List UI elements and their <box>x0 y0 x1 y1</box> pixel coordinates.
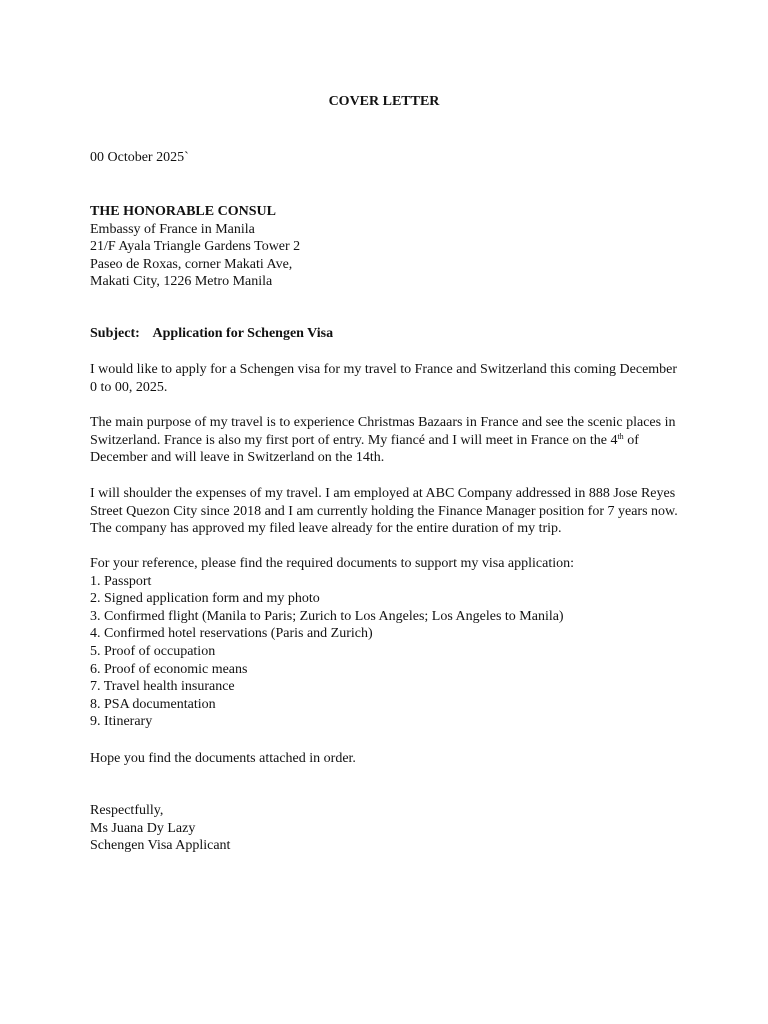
closing-paragraph <box>90 750 680 768</box>
ordinal-suffix: th <box>617 431 624 441</box>
letter-date <box>90 149 680 167</box>
documents-list <box>90 573 680 731</box>
list-item: 8. PSA documentation <box>90 696 216 712</box>
subject-text: Application for Schengen Visa <box>152 326 334 341</box>
signature-block <box>90 802 680 855</box>
address-line: Embassy of France in Manila <box>90 221 255 237</box>
signer-name: Ms Juana Dy Lazy <box>90 820 196 836</box>
paragraph-expenses <box>90 485 680 538</box>
list-item: 7. Travel health insurance <box>90 679 235 695</box>
paragraph-visa-request <box>90 361 680 396</box>
paragraph-line: I will shoulder the expenses of my travel. I am employed at ABC Company addressed in 888 Jose Reyes <box>90 486 676 501</box>
paragraph-line: The company has approved my filed leave already for the entire duration of my trip. <box>90 521 562 537</box>
paragraph-line: The main purpose of my travel is to experience Christmas Bazaars in France and see the scenic places in <box>90 415 676 430</box>
documents-section <box>90 555 680 731</box>
list-item: 4. Confirmed hotel reservations (Paris and Zurich) <box>90 626 373 642</box>
address-line: 21/F Ayala Triangle Gardens Tower 2 <box>90 239 301 255</box>
documents-intro: For your reference, please find the required documents to support my visa application: <box>90 556 575 571</box>
paragraph-line: I would like to apply for a Schengen visa for my travel to France and Switzerland this coming December <box>90 362 678 377</box>
salutation: Respectfully, <box>90 803 164 818</box>
recipient-address <box>90 203 680 291</box>
paragraph-text: Switzerland. France is also my first port of entry. My fiancé and I will meet in France on the 4 <box>90 432 618 448</box>
recipient-name: THE HONORABLE CONSUL <box>90 204 276 219</box>
list-item: 9. Itinerary <box>90 714 153 730</box>
paragraph-text: of <box>623 432 639 448</box>
list-item: 2. Signed application form and my photo <box>90 591 320 607</box>
subject-line <box>90 325 680 343</box>
paragraph-line <box>90 432 680 450</box>
paragraph-line: December and will leave in Switzerland on the 14th. <box>90 450 385 466</box>
paragraph-travel-purpose <box>90 414 680 467</box>
list-item: 6. Proof of economic means <box>90 661 248 677</box>
closing-line: Hope you find the documents attached in order. <box>90 751 356 766</box>
list-item: 1. Passport <box>90 573 152 589</box>
date-text: 00 October 2025` <box>90 150 189 165</box>
address-line: Paseo de Roxas, corner Makati Ave, <box>90 256 293 272</box>
signer-role: Schengen Visa Applicant <box>90 838 231 854</box>
list-item: 5. Proof of occupation <box>90 643 216 659</box>
subject-label: Subject: <box>90 326 140 341</box>
list-item: 3. Confirmed flight (Manila to Paris; Zurich to Los Angeles; Los Angeles to Manila) <box>90 608 564 624</box>
paragraph-line: Street Quezon City since 2018 and I am currently holding the Finance Manager position for 7 years now. <box>90 503 678 519</box>
paragraph-line: 0 to 00, 2025. <box>90 379 168 395</box>
address-line: Makati City, 1226 Metro Manila <box>90 274 273 290</box>
page-title: COVER LETTER <box>328 94 440 109</box>
